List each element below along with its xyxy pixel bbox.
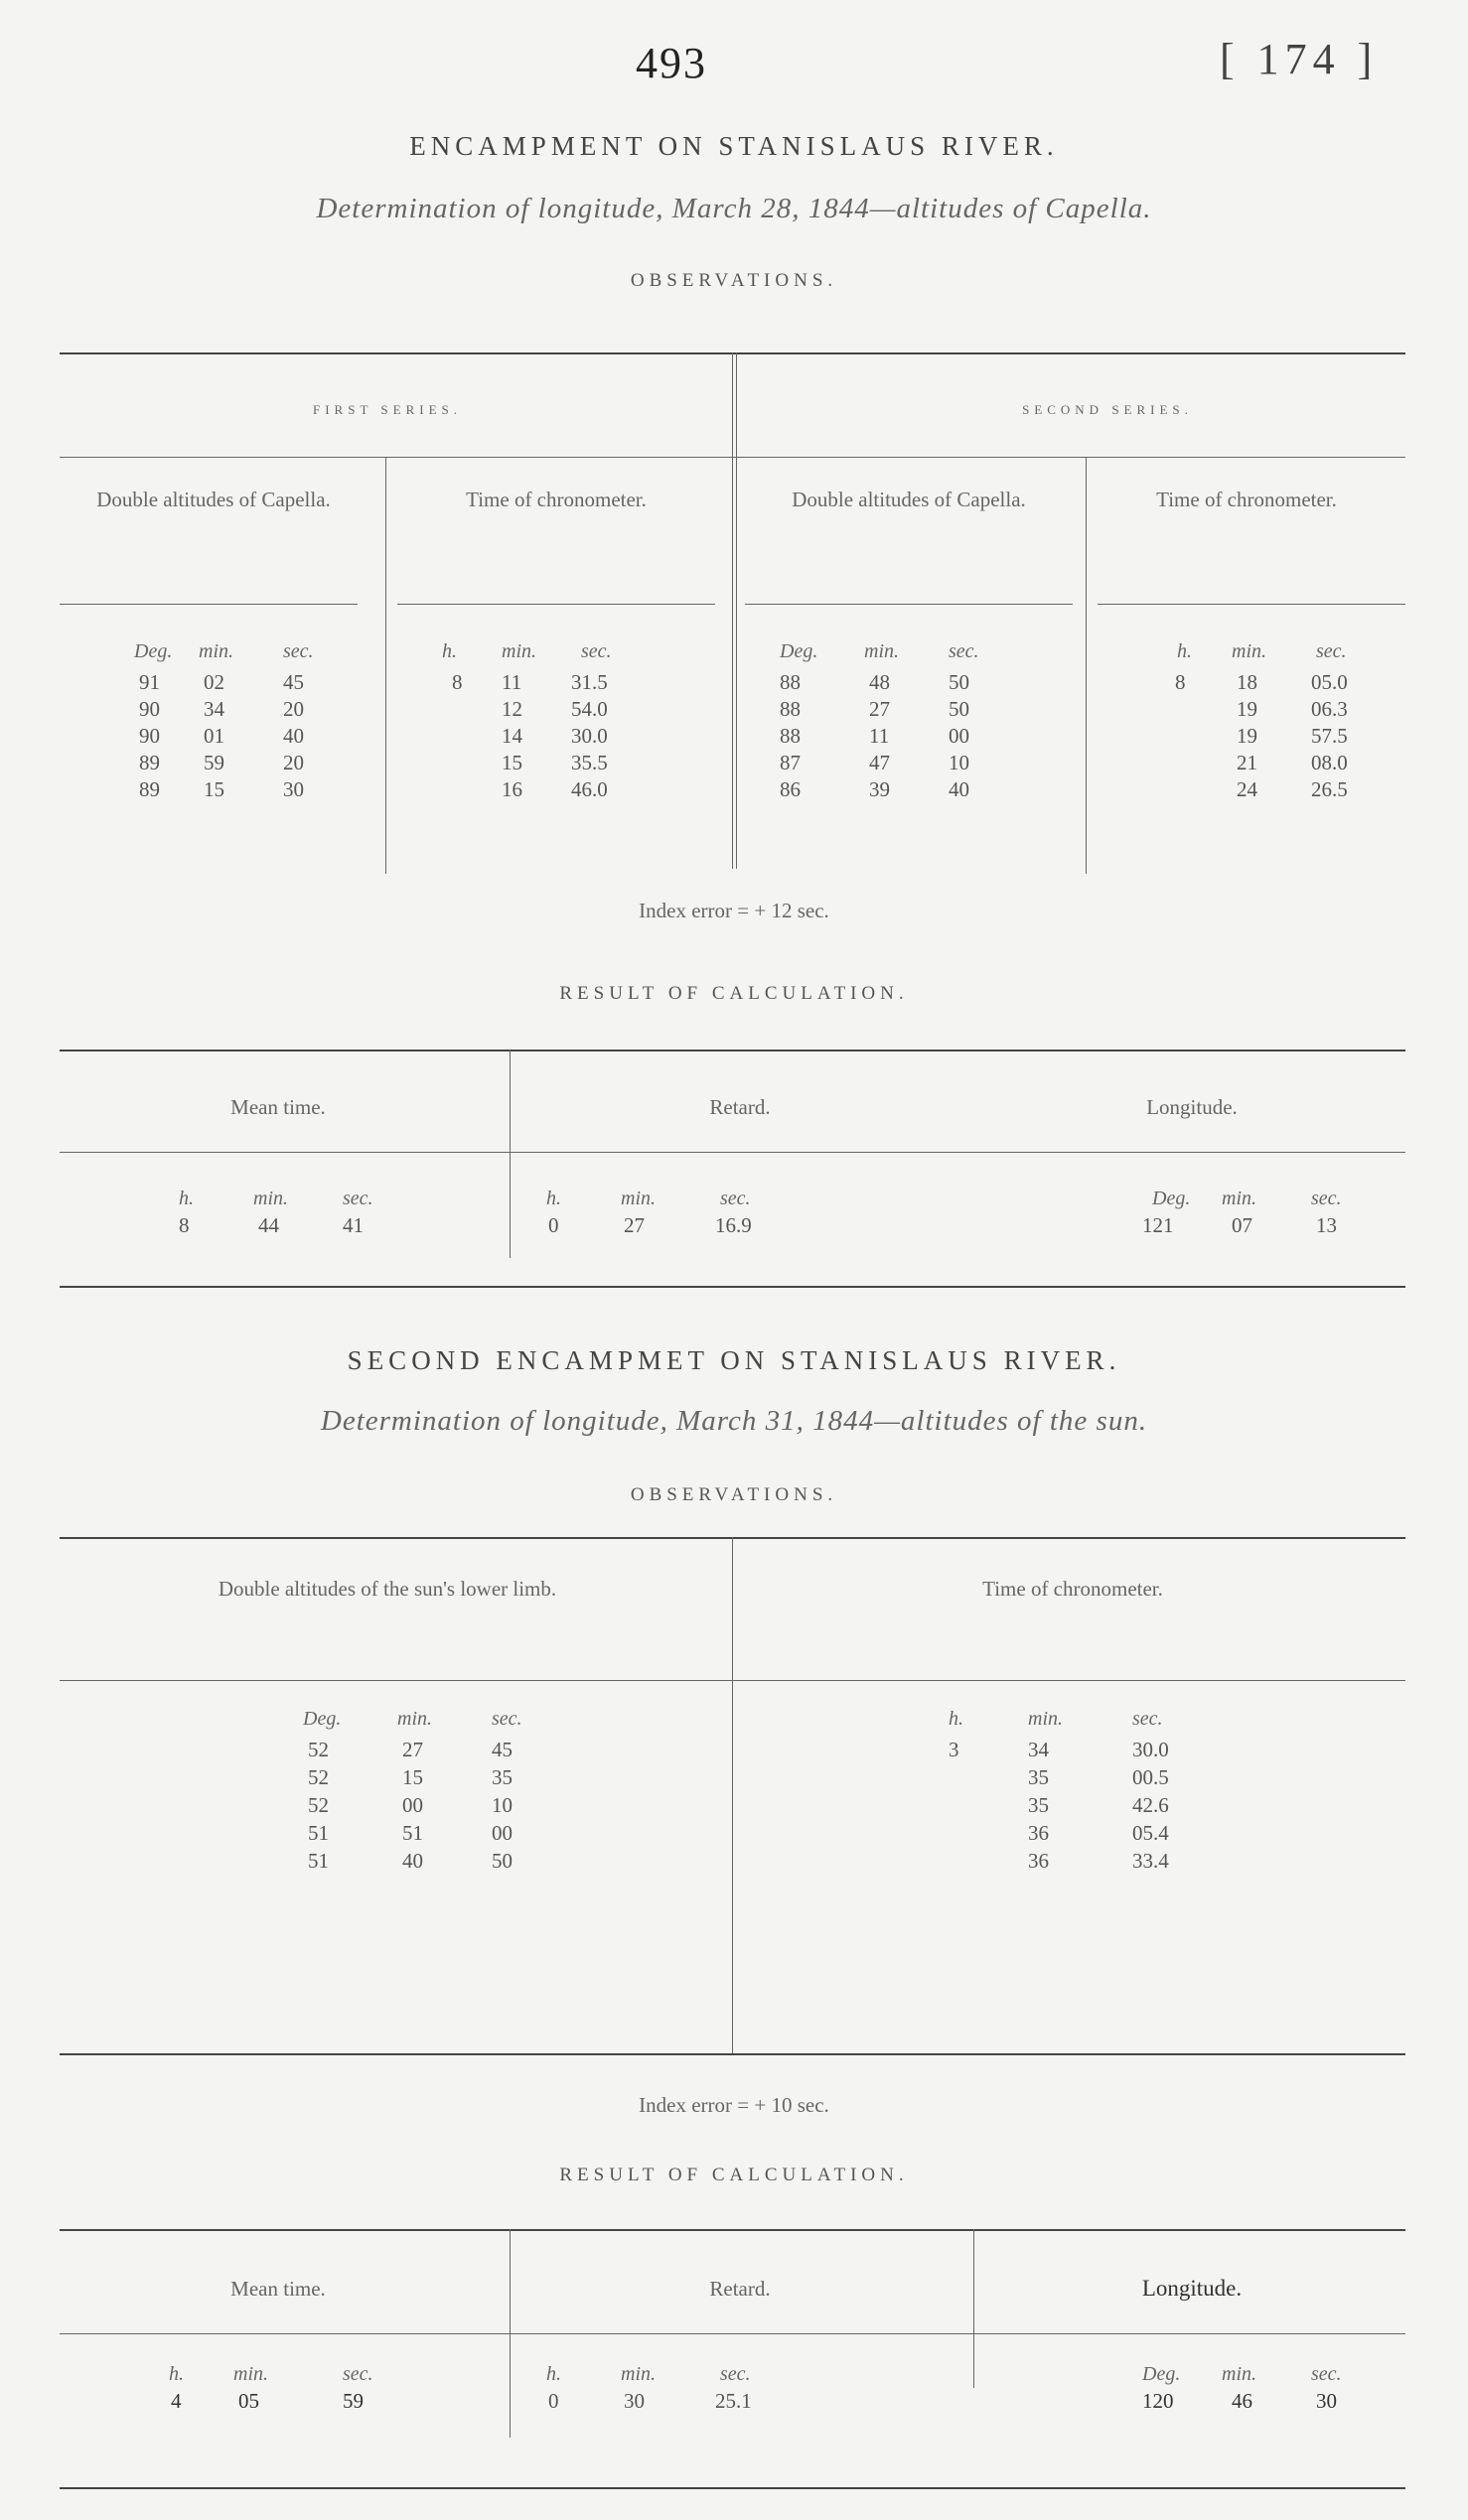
table-cell-sec: 40 (949, 777, 969, 801)
r1-unit-min2: min. (621, 1188, 656, 1209)
table-cell-min: 18 (1237, 670, 1257, 694)
table-cell-sec: 45 (492, 1738, 513, 1761)
r1-retard-h: 0 (548, 1213, 559, 1237)
table-cell-min: 39 (869, 777, 890, 801)
s1-second-unit-sec: sec. (949, 640, 979, 662)
s2-unit-sec2: sec. (1132, 1708, 1163, 1730)
table-cell-min: 19 (1237, 697, 1257, 721)
r1-longitude-min: 07 (1232, 1213, 1252, 1237)
s1-index-error: Index error = + 12 sec. (639, 899, 829, 922)
table-cell-min: 12 (502, 697, 522, 721)
table-cell-deg: 90 (139, 697, 160, 721)
r1-mean-time-min: 44 (258, 1213, 279, 1237)
table-cell-sec: 20 (283, 697, 304, 721)
r2-mean-time-sec: 59 (343, 2389, 364, 2413)
table-cell-sec: 45 (283, 670, 304, 694)
table-cell-sec: 35 (492, 1765, 513, 1789)
r1-mean-time-head: Mean time. (230, 1095, 326, 1119)
s2-unit-min: min. (397, 1708, 432, 1730)
s1-second-unit-min: min. (864, 640, 899, 662)
table-cell-sec: 00 (492, 1821, 513, 1845)
table-cell-min: 11 (869, 724, 890, 748)
table-cell-deg: 89 (139, 751, 160, 774)
table-cell-sec: 46.0 (571, 777, 608, 801)
table1-head-rule-c (745, 604, 1073, 605)
s1-first-unit-sec2: sec. (581, 640, 612, 662)
r2-unit-deg: Deg. (1142, 2363, 1181, 2385)
table2-head-rule (60, 1680, 1405, 1681)
r1-retard-sec: 16.9 (715, 1213, 752, 1237)
r2-longitude-deg: 120 (1142, 2389, 1174, 2413)
r2-longitude-sec: 30 (1316, 2389, 1337, 2413)
table-cell-min: 15 (402, 1765, 423, 1789)
r2-mean-time-h: 4 (171, 2389, 182, 2413)
s1-first-times-head: Time of chronometer. (466, 488, 647, 511)
table-cell-min: 19 (1237, 724, 1257, 748)
result1-top-rule (60, 1050, 1405, 1051)
table1-col-divider-1 (385, 457, 386, 874)
table-cell-deg: 88 (780, 724, 801, 748)
table-cell-sec: 30.0 (1132, 1738, 1169, 1761)
section2-subtitle: Determination of longitude, March 31, 1844—altitudes of the sun. (320, 1405, 1148, 1437)
table-cell-min: 36 (1028, 1849, 1049, 1873)
s1-second-altitudes-head: Double altitudes of Capella. (792, 488, 1026, 511)
table-cell-h: 3 (949, 1738, 959, 1761)
table-cell-min: 15 (502, 751, 522, 774)
r2-longitude-head: Longitude. (1141, 2276, 1243, 2301)
table-cell-min: 01 (204, 724, 224, 748)
r1-longitude-sec: 13 (1316, 1213, 1337, 1237)
r2-unit-sec: sec. (343, 2363, 373, 2385)
s1-first-unit-sec: sec. (283, 640, 314, 662)
r2-retard-head: Retard. (709, 2277, 771, 2301)
table-cell-sec: 30 (283, 777, 304, 801)
s2-unit-sec: sec. (492, 1708, 522, 1730)
section1-subtitle: Determination of longitude, March 28, 1844—altitudes of Capella. (316, 193, 1152, 224)
s2-result-label: RESULT OF CALCULATION. (559, 2165, 909, 2185)
table-cell-sec: 54.0 (571, 697, 608, 721)
r2-mean-time-head: Mean time. (230, 2277, 326, 2301)
result1-bottom-rule (60, 1286, 1405, 1288)
s1-first-unit-deg: Deg. (134, 640, 173, 662)
table-cell-min: 27 (402, 1738, 423, 1761)
table-cell-deg: 91 (139, 670, 160, 694)
r2-retard-min: 30 (624, 2389, 645, 2413)
s2-index-error-value: + 10 sec. (754, 2093, 829, 2117)
table-cell-sec: 00 (949, 724, 969, 748)
s2-altitudes-head: Double altitudes of the sun's lower limb. (218, 1577, 557, 1601)
table-cell-sec: 50 (949, 697, 969, 721)
table-cell-h: 8 (452, 670, 463, 694)
result1-divider-1 (510, 1050, 511, 1258)
s2-index-error: Index error = + 10 sec. (639, 2093, 829, 2117)
r2-unit-sec3: sec. (1311, 2363, 1342, 2385)
table-cell-min: 35 (1028, 1793, 1049, 1817)
table-cell-sec: 05.0 (1311, 670, 1348, 694)
r2-unit-h: h. (169, 2363, 184, 2385)
second-series-label: SECOND SERIES. (1022, 402, 1193, 417)
s1-second-times-head: Time of chronometer. (1156, 488, 1337, 511)
result2-head-rule (60, 2333, 1405, 2334)
r1-unit-sec2: sec. (720, 1188, 751, 1209)
r1-unit-sec: sec. (343, 1188, 373, 1209)
page-number: 493 (636, 39, 707, 87)
table-cell-sec: 26.5 (1311, 777, 1348, 801)
table-cell-sec: 20 (283, 751, 304, 774)
table-cell-deg: 88 (780, 697, 801, 721)
section2-observations-label: OBSERVATIONS. (630, 1484, 838, 1505)
s1-first-unit-h: h. (442, 640, 457, 662)
table1-head-rule-a (60, 604, 358, 605)
r2-retard-sec: 25.1 (715, 2389, 752, 2413)
table2-divider (732, 1537, 733, 2053)
s1-first-unit-min: min. (199, 640, 233, 662)
table-cell-min: 16 (502, 777, 522, 801)
table-cell-sec: 33.4 (1132, 1849, 1169, 1873)
r1-unit-deg: Deg. (1152, 1188, 1191, 1209)
r1-longitude-deg: 121 (1142, 1213, 1174, 1237)
r1-unit-sec3: sec. (1311, 1188, 1342, 1209)
table1-series-rule (60, 457, 1405, 458)
r1-retard-head: Retard. (709, 1095, 771, 1119)
table-cell-sec: 40 (283, 724, 304, 748)
r2-unit-h2: h. (546, 2363, 561, 2385)
r1-retard-min: 27 (624, 1213, 645, 1237)
table1-head-rule-d (1098, 604, 1405, 605)
table-cell-min: 11 (502, 670, 522, 694)
table-cell-sec: 10 (949, 751, 969, 774)
table-cell-sec: 42.6 (1132, 1793, 1169, 1817)
s2-index-error-label: Index error (639, 2093, 733, 2117)
result2-bottom-rule (60, 2487, 1405, 2489)
table-cell-sec: 57.5 (1311, 724, 1348, 748)
table-cell-deg: 89 (139, 777, 160, 801)
s1-second-unit-deg: Deg. (780, 640, 818, 662)
s2-unit-deg: Deg. (303, 1708, 342, 1730)
table1-head-rule-b (397, 604, 715, 605)
bracket-page-number: [ 174 ] (1220, 35, 1379, 83)
s1-result-label: RESULT OF CALCULATION. (559, 983, 909, 1004)
r1-mean-time-h: 8 (179, 1213, 190, 1237)
table-cell-min: 36 (1028, 1821, 1049, 1845)
table-cell-min: 48 (869, 670, 890, 694)
table-cell-sec: 30.0 (571, 724, 608, 748)
table-cell-sec: 35.5 (571, 751, 608, 774)
table-cell-min: 35 (1028, 1765, 1049, 1789)
section1-observations-label: OBSERVATIONS. (630, 270, 838, 291)
s1-second-unit-h: h. (1177, 640, 1192, 662)
table-cell-min: 14 (502, 724, 522, 748)
r1-mean-time-sec: 41 (343, 1213, 364, 1237)
r2-unit-sec2: sec. (720, 2363, 751, 2385)
s1-first-altitudes-head: Double altitudes of Capella. (96, 488, 331, 511)
table-cell-deg: 52 (308, 1738, 329, 1761)
result2-top-rule (60, 2229, 1405, 2231)
table1-col-divider-3 (1086, 457, 1087, 874)
r2-unit-min: min. (233, 2363, 268, 2385)
first-series-label: FIRST SERIES. (312, 402, 462, 417)
table-cell-min: 59 (204, 751, 224, 774)
s1-second-unit-sec2: sec. (1316, 640, 1347, 662)
r1-longitude-head: Longitude. (1146, 1095, 1238, 1119)
table-cell-sec: 06.3 (1311, 697, 1348, 721)
s1-index-error-label: Index error (639, 899, 733, 922)
table-cell-sec: 50 (492, 1849, 513, 1873)
table-cell-min: 21 (1237, 751, 1257, 774)
s2-unit-h: h. (949, 1708, 963, 1730)
s1-first-unit-min2: min. (502, 640, 536, 662)
table-cell-sec: 50 (949, 670, 969, 694)
table-cell-min: 51 (402, 1821, 423, 1845)
table-cell-deg: 88 (780, 670, 801, 694)
table-cell-min: 00 (402, 1793, 423, 1817)
r2-longitude-min: 46 (1232, 2389, 1252, 2413)
s1-second-unit-min2: min. (1232, 640, 1266, 662)
table-cell-deg: 52 (308, 1765, 329, 1789)
table-cell-min: 15 (204, 777, 224, 801)
table-cell-sec: 00.5 (1132, 1765, 1169, 1789)
s2-unit-min2: min. (1028, 1708, 1063, 1730)
table-cell-deg: 86 (780, 777, 801, 801)
section2-title: SECOND ENCAMPMET ON STANISLAUS RIVER. (347, 1345, 1121, 1375)
section1-title: ENCAMPMENT ON STANISLAUS RIVER. (409, 131, 1059, 161)
table-cell-min: 34 (1028, 1738, 1049, 1761)
r2-retard-h: 0 (548, 2389, 559, 2413)
table-cell-deg: 51 (308, 1821, 329, 1845)
table-cell-min: 02 (204, 670, 224, 694)
table-cell-sec: 10 (492, 1793, 513, 1817)
table1-series-divider (732, 352, 737, 869)
table-cell-min: 27 (869, 697, 890, 721)
r2-mean-time-min: 05 (238, 2389, 259, 2413)
result2-divider-2 (973, 2229, 974, 2388)
table-cell-deg: 90 (139, 724, 160, 748)
table-cell-min: 40 (402, 1849, 423, 1873)
table2-bottom-rule (60, 2053, 1405, 2055)
r2-unit-min2: min. (621, 2363, 656, 2385)
r1-unit-min3: min. (1222, 1188, 1256, 1209)
table-cell-deg: 87 (780, 751, 801, 774)
table-cell-sec: 31.5 (571, 670, 608, 694)
s1-index-error-value: + 12 sec. (754, 899, 829, 922)
r1-unit-h: h. (179, 1188, 194, 1209)
r1-unit-min: min. (253, 1188, 288, 1209)
table-cell-sec: 05.4 (1132, 1821, 1169, 1845)
result1-head-rule (60, 1152, 1405, 1153)
table-cell-h: 8 (1175, 670, 1186, 694)
s2-times-head: Time of chronometer. (982, 1577, 1163, 1601)
table-cell-min: 34 (204, 697, 224, 721)
table-cell-deg: 51 (308, 1849, 329, 1873)
table-cell-deg: 52 (308, 1793, 329, 1817)
r2-unit-min3: min. (1222, 2363, 1256, 2385)
table-cell-sec: 08.0 (1311, 751, 1348, 774)
r1-unit-h2: h. (546, 1188, 561, 1209)
table-cell-min: 47 (869, 751, 890, 774)
table-cell-min: 24 (1237, 777, 1257, 801)
